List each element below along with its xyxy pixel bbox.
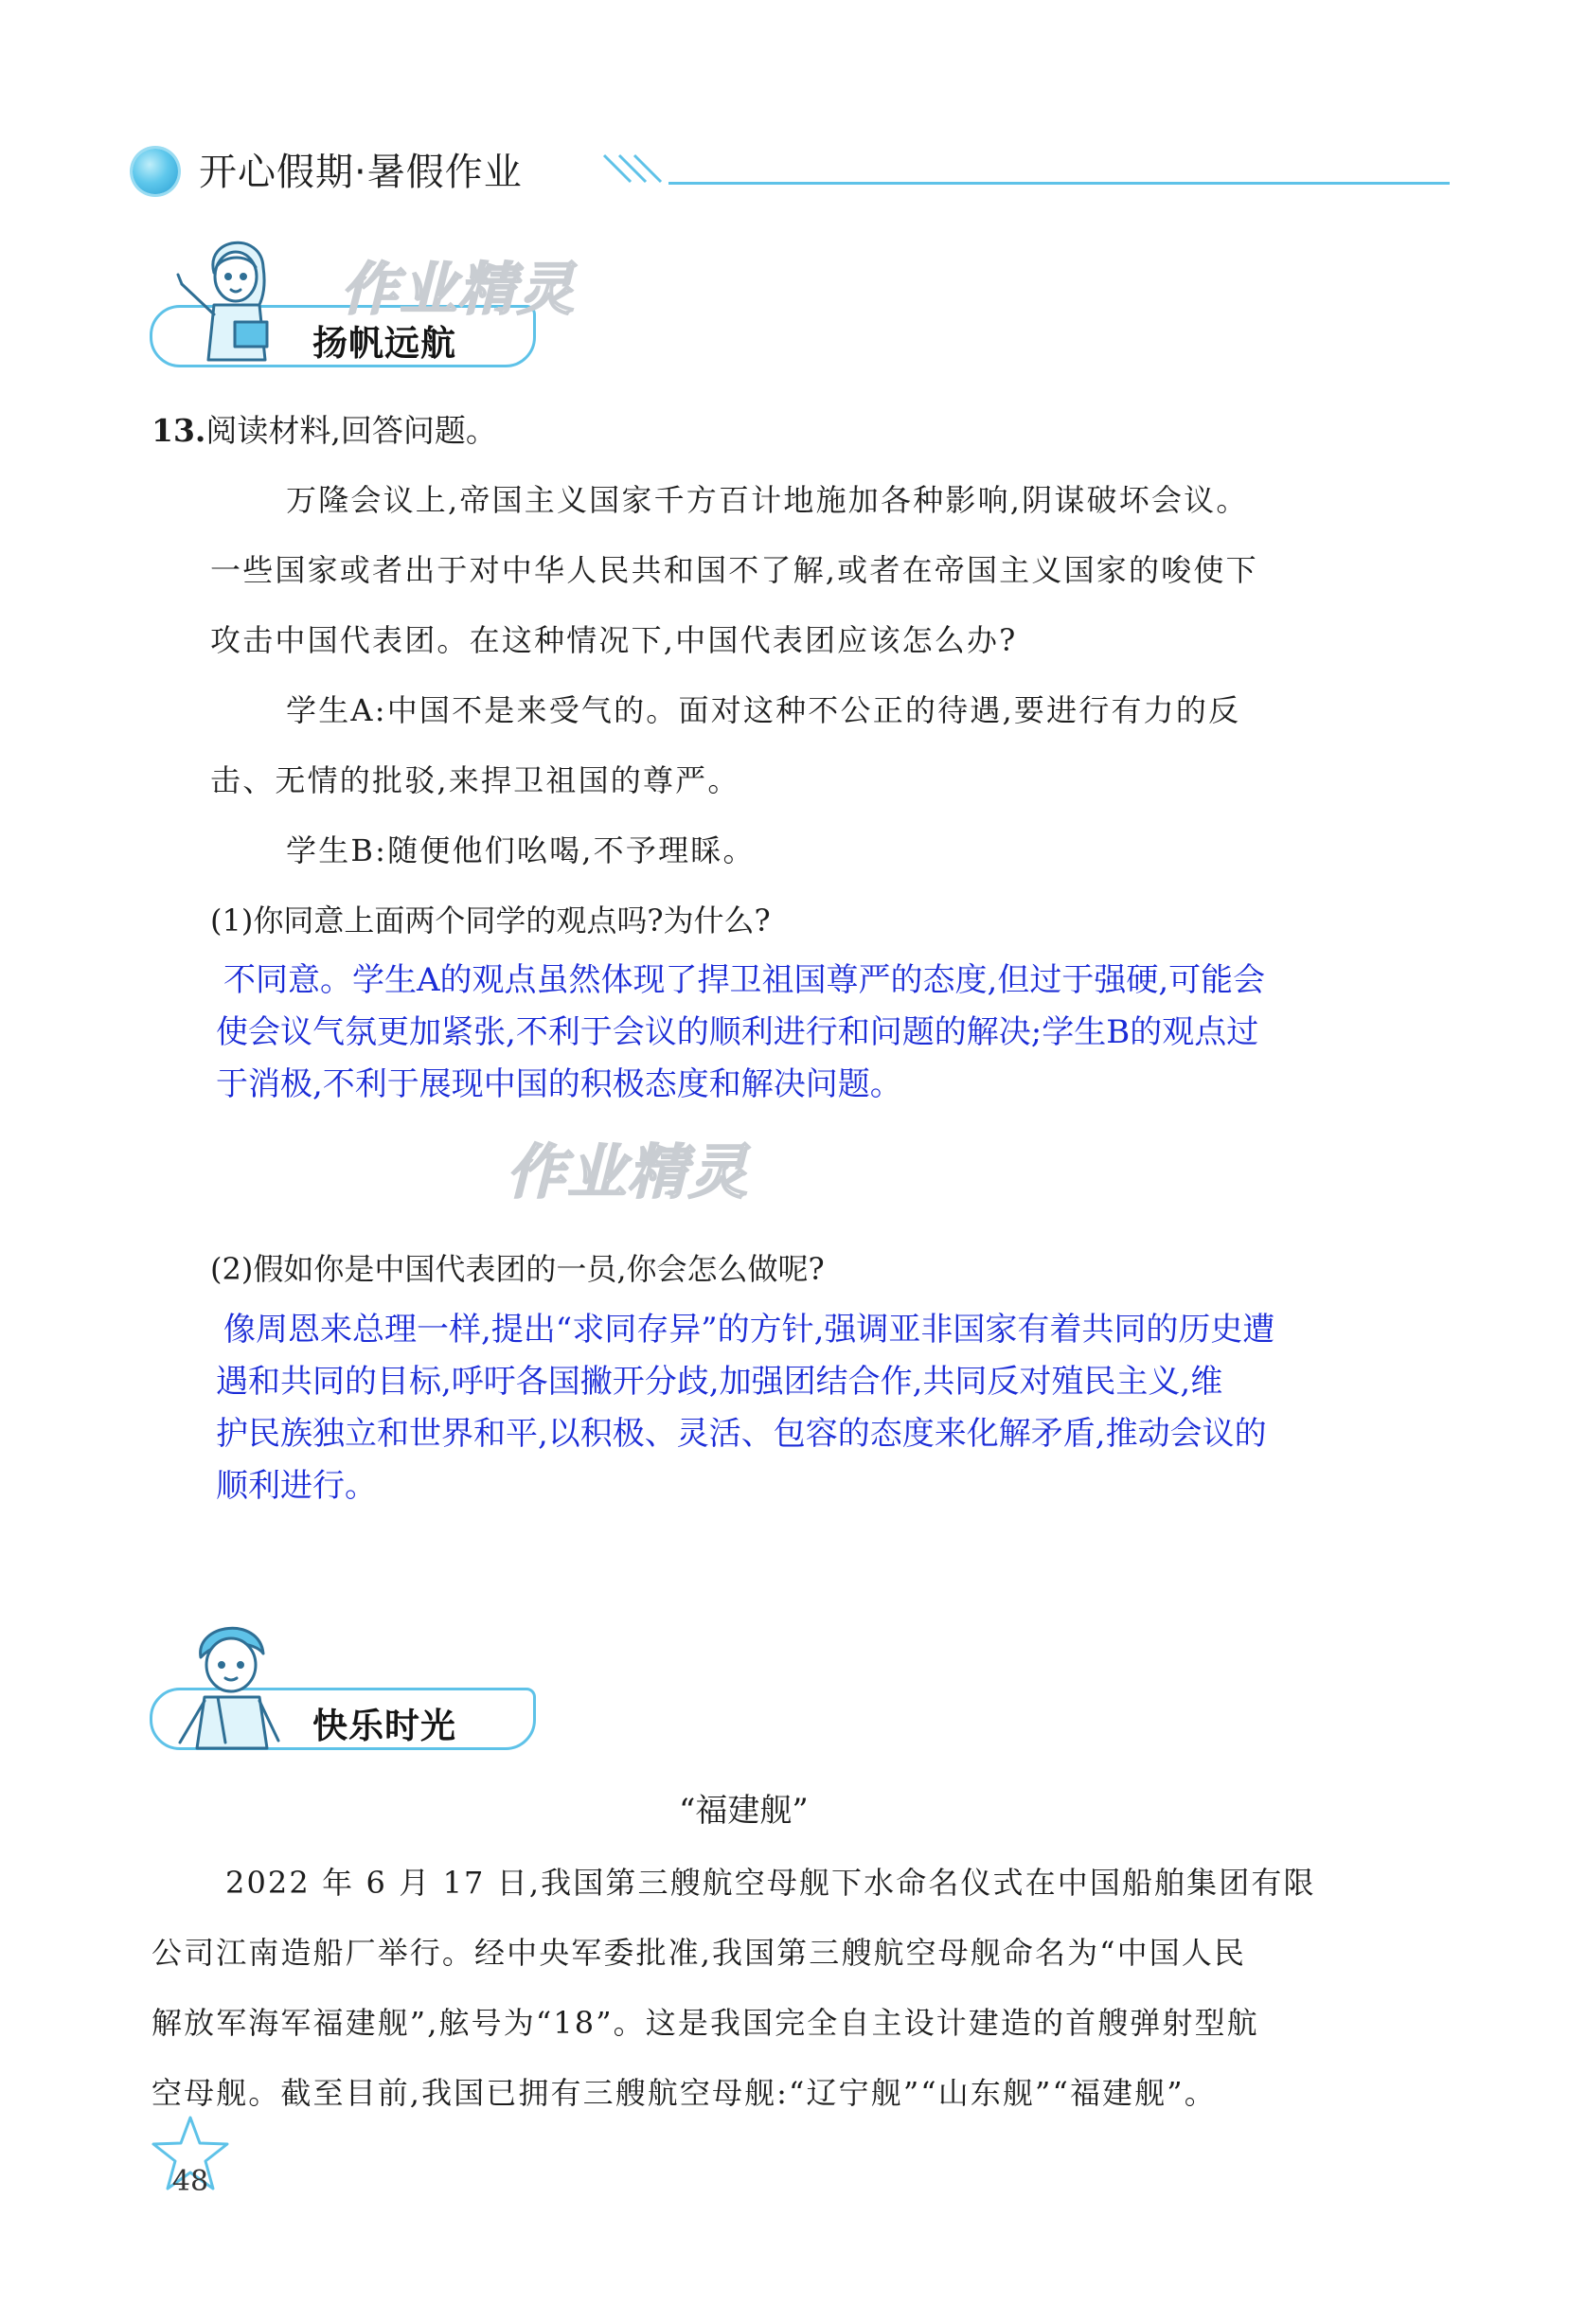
subquestion-1: (1)你同意上面两个同学的观点吗?为什么? — [210, 903, 771, 939]
watermark-2: 作业精灵 — [507, 1137, 750, 1207]
header-bullet-icon — [133, 149, 178, 194]
answer-1-line-3: 于消极,不利于展现中国的积极态度和解决问题。 — [216, 1065, 902, 1103]
material-line-6: 学生B:随便他们吆喝,不予理睬。 — [286, 832, 756, 868]
answer-2-line-2: 遇和共同的目标,呼吁各国撇开分歧,加强团结合作,共同反对殖民主义,维 — [216, 1363, 1223, 1401]
boy-figure-icon — [172, 1610, 286, 1752]
header-title: 开心假期·暑假作业 — [199, 151, 523, 194]
answer-2-line-4: 顺利进行。 — [216, 1467, 377, 1505]
article-title: “福建舰” — [679, 1792, 809, 1830]
girl-figure-icon — [176, 227, 290, 369]
section-label-1: 扬帆远航 — [312, 323, 456, 364]
question-prompt: 阅读材料,回答问题。 — [205, 412, 497, 449]
answer-1-line-2: 使会议气氛更加紧张,不利于会议的顺利进行和问题的解决;学生B的观点过 — [216, 1013, 1259, 1051]
article-line-3: 解放军海军福建舰”,舷号为“18”。这是我国完全自主设计建造的首艘弹射型航 — [151, 2005, 1259, 2041]
material-line-1: 万隆会议上,帝国主义国家千方百计地施加各种影响,阴谋破坏会议。 — [286, 482, 1249, 518]
answer-1-line-1: 不同意。学生A的观点虽然体现了捍卫祖国尊严的态度,但过于强硬,可能会 — [223, 961, 1266, 999]
material-line-4: 学生A:中国不是来受气的。面对这种不公正的待遇,要进行有力的反 — [286, 692, 1241, 728]
answer-2-line-1: 像周恩来总理一样,提出“求同存异”的方针,强调亚非国家有着共同的历史遭 — [223, 1311, 1275, 1349]
material-line-3: 攻击中国代表团。在这种情况下,中国代表团应该怎么办? — [210, 622, 1018, 658]
material-line-5: 击、无情的批驳,来捍卫祖国的尊严。 — [210, 762, 740, 798]
question-number: 13.阅读材料,回答问题。 — [151, 412, 497, 449]
subquestion-2: (2)假如你是中国代表团的一员,你会怎么做呢? — [210, 1251, 825, 1287]
page-number: 48 — [171, 2165, 209, 2198]
article-line-1: 2022 年 6 月 17 日,我国第三艘航空母舰下水命名仪式在中国船舶集团有限 — [225, 1865, 1316, 1901]
answer-2-line-3: 护民族独立和世界和平,以积极、灵活、包容的态度来化解矛盾,推动会议的 — [216, 1415, 1267, 1453]
header-rule — [668, 182, 1450, 185]
material-line-2: 一些国家或者出于对中华人民共和国不了解,或者在帝国主义国家的唆使下 — [210, 552, 1258, 588]
article-line-4: 空母舰。截至目前,我国已拥有三艘航空母舰:“辽宁舰”“山东舰”“福建舰”。 — [151, 2075, 1217, 2111]
watermark-1: 作业精灵 — [341, 257, 576, 323]
section-label-2: 快乐时光 — [312, 1706, 456, 1746]
article-line-2: 公司江南造船厂举行。经中央军委批准,我国第三艘航空母舰命名为“中国人民 — [151, 1935, 1247, 1971]
header-slashes-icon — [602, 150, 670, 188]
